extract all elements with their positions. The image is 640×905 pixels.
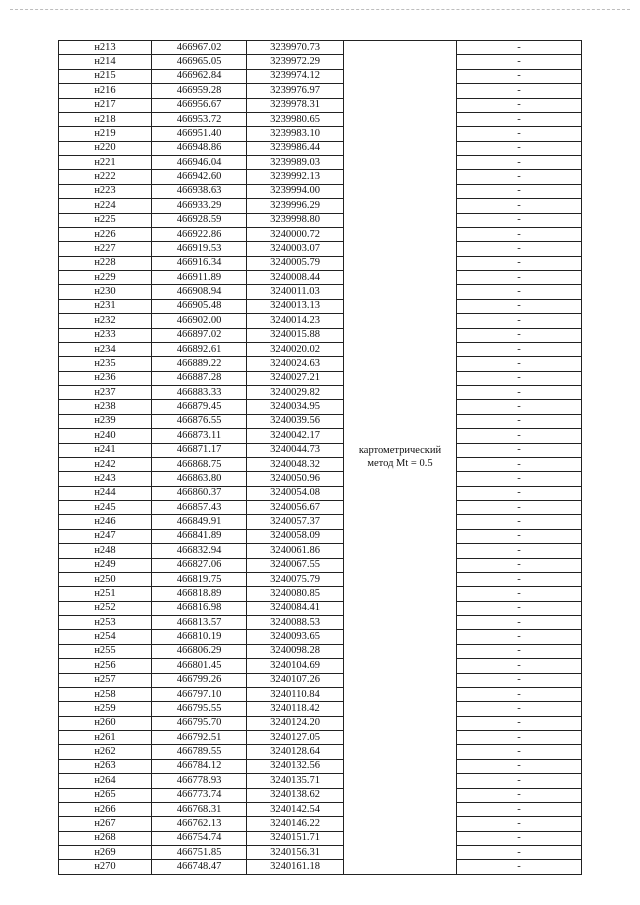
- y-coordinate-cell: 3240029.82: [247, 386, 344, 400]
- value-cell: -: [457, 716, 582, 730]
- x-coordinate-cell: 466818.89: [152, 587, 247, 601]
- x-coordinate-cell: 466797.10: [152, 687, 247, 701]
- point-cell: н215: [59, 69, 152, 83]
- y-coordinate-cell: 3240080.85: [247, 587, 344, 601]
- value-cell: -: [457, 256, 582, 270]
- x-coordinate-cell: 466889.22: [152, 357, 247, 371]
- value-cell: -: [457, 846, 582, 860]
- x-coordinate-cell: 466784.12: [152, 759, 247, 773]
- value-cell: -: [457, 659, 582, 673]
- y-coordinate-cell: 3240075.79: [247, 572, 344, 586]
- table-row: [59, 41, 582, 55]
- point-cell: н232: [59, 314, 152, 328]
- x-coordinate-cell: 466948.86: [152, 141, 247, 155]
- value-cell: -: [457, 558, 582, 572]
- x-coordinate-cell: 466908.94: [152, 285, 247, 299]
- x-coordinate-cell: 466795.70: [152, 716, 247, 730]
- value-cell: -: [457, 759, 582, 773]
- point-cell: н243: [59, 472, 152, 486]
- value-cell: -: [457, 817, 582, 831]
- y-coordinate-cell: 3240093.65: [247, 630, 344, 644]
- table-row: [59, 156, 582, 170]
- y-coordinate-cell: 3239970.73: [247, 41, 344, 55]
- table-row: [59, 745, 582, 759]
- x-coordinate-cell: 466863.80: [152, 472, 247, 486]
- point-cell: н234: [59, 342, 152, 356]
- x-coordinate-cell: 466754.74: [152, 831, 247, 845]
- x-coordinate-cell: 466938.63: [152, 184, 247, 198]
- point-cell: н229: [59, 271, 152, 285]
- point-cell: н233: [59, 328, 152, 342]
- point-cell: н254: [59, 630, 152, 644]
- method-label: картометрический метод Mt = 0.5: [358, 445, 442, 470]
- value-cell: -: [457, 156, 582, 170]
- x-coordinate-cell: 466810.19: [152, 630, 247, 644]
- point-cell: н230: [59, 285, 152, 299]
- value-cell: -: [457, 41, 582, 55]
- value-cell: -: [457, 141, 582, 155]
- value-cell: -: [457, 55, 582, 69]
- value-cell: -: [457, 69, 582, 83]
- table-row: [59, 457, 582, 471]
- x-coordinate-cell: 466762.13: [152, 817, 247, 831]
- value-cell: -: [457, 587, 582, 601]
- x-coordinate-cell: 466751.85: [152, 846, 247, 860]
- x-coordinate-cell: 466806.29: [152, 644, 247, 658]
- table-row: [59, 170, 582, 184]
- value-cell: -: [457, 227, 582, 241]
- point-cell: н268: [59, 831, 152, 845]
- y-coordinate-cell: 3240084.41: [247, 601, 344, 615]
- point-cell: н226: [59, 227, 152, 241]
- y-coordinate-cell: 3240061.86: [247, 544, 344, 558]
- x-coordinate-cell: 466816.98: [152, 601, 247, 615]
- y-coordinate-cell: 3240015.88: [247, 328, 344, 342]
- value-cell: -: [457, 702, 582, 716]
- y-coordinate-cell: 3240054.08: [247, 486, 344, 500]
- x-coordinate-cell: 466916.34: [152, 256, 247, 270]
- point-cell: н263: [59, 759, 152, 773]
- y-coordinate-cell: 3240110.84: [247, 687, 344, 701]
- y-coordinate-cell: 3240138.62: [247, 788, 344, 802]
- x-coordinate-cell: 466897.02: [152, 328, 247, 342]
- y-coordinate-cell: 3240146.22: [247, 817, 344, 831]
- table-row: [59, 659, 582, 673]
- table-row: [59, 558, 582, 572]
- table-row: [59, 184, 582, 198]
- x-coordinate-cell: 466799.26: [152, 673, 247, 687]
- point-cell: н261: [59, 731, 152, 745]
- table-row: [59, 386, 582, 400]
- point-cell: н249: [59, 558, 152, 572]
- value-cell: -: [457, 802, 582, 816]
- method-cell: [344, 41, 457, 875]
- y-coordinate-cell: 3239983.10: [247, 127, 344, 141]
- point-cell: н256: [59, 659, 152, 673]
- value-cell: -: [457, 572, 582, 586]
- value-cell: -: [457, 242, 582, 256]
- point-cell: н269: [59, 846, 152, 860]
- point-cell: н213: [59, 41, 152, 55]
- table-row: [59, 673, 582, 687]
- value-cell: -: [457, 213, 582, 227]
- table-row: [59, 687, 582, 701]
- table-row: [59, 199, 582, 213]
- x-coordinate-cell: 466795.55: [152, 702, 247, 716]
- x-coordinate-cell: 466778.93: [152, 774, 247, 788]
- point-cell: н214: [59, 55, 152, 69]
- table-row: [59, 429, 582, 443]
- table-row: [59, 529, 582, 543]
- point-cell: н265: [59, 788, 152, 802]
- value-cell: -: [457, 127, 582, 141]
- value-cell: -: [457, 544, 582, 558]
- value-cell: -: [457, 731, 582, 745]
- value-cell: -: [457, 386, 582, 400]
- x-coordinate-cell: 466792.51: [152, 731, 247, 745]
- x-coordinate-cell: 466959.28: [152, 84, 247, 98]
- point-cell: н252: [59, 601, 152, 615]
- point-cell: н260: [59, 716, 152, 730]
- table-row: [59, 112, 582, 126]
- value-cell: -: [457, 84, 582, 98]
- table-row: [59, 831, 582, 845]
- y-coordinate-cell: 3240050.96: [247, 472, 344, 486]
- x-coordinate-cell: 466965.05: [152, 55, 247, 69]
- table-row: [59, 486, 582, 500]
- y-coordinate-cell: 3239978.31: [247, 98, 344, 112]
- x-coordinate-cell: 466911.89: [152, 271, 247, 285]
- x-coordinate-cell: 466849.91: [152, 515, 247, 529]
- x-coordinate-cell: 466876.55: [152, 414, 247, 428]
- y-coordinate-cell: 3240057.37: [247, 515, 344, 529]
- x-coordinate-cell: 466801.45: [152, 659, 247, 673]
- point-cell: н222: [59, 170, 152, 184]
- table-row: [59, 501, 582, 515]
- table-row: [59, 213, 582, 227]
- x-coordinate-cell: 466933.29: [152, 199, 247, 213]
- value-cell: -: [457, 529, 582, 543]
- value-cell: -: [457, 443, 582, 457]
- table-row: [59, 328, 582, 342]
- x-coordinate-cell: 466841.89: [152, 529, 247, 543]
- x-coordinate-cell: 466946.04: [152, 156, 247, 170]
- x-coordinate-cell: 466905.48: [152, 299, 247, 313]
- table-row: [59, 817, 582, 831]
- table-row: [59, 141, 582, 155]
- y-coordinate-cell: 3240128.64: [247, 745, 344, 759]
- point-cell: н235: [59, 357, 152, 371]
- x-coordinate-cell: 466813.57: [152, 616, 247, 630]
- point-cell: н262: [59, 745, 152, 759]
- x-coordinate-cell: 466827.06: [152, 558, 247, 572]
- point-cell: н239: [59, 414, 152, 428]
- x-coordinate-cell: 466902.00: [152, 314, 247, 328]
- y-coordinate-cell: 3240161.18: [247, 860, 344, 874]
- x-coordinate-cell: 466953.72: [152, 112, 247, 126]
- value-cell: -: [457, 601, 582, 615]
- x-coordinate-cell: 466956.67: [152, 98, 247, 112]
- point-cell: н225: [59, 213, 152, 227]
- point-cell: н221: [59, 156, 152, 170]
- point-cell: н236: [59, 371, 152, 385]
- point-cell: н253: [59, 616, 152, 630]
- table-row: [59, 788, 582, 802]
- x-coordinate-cell: 466967.02: [152, 41, 247, 55]
- table-row: [59, 271, 582, 285]
- value-cell: -: [457, 630, 582, 644]
- y-coordinate-cell: 3240039.56: [247, 414, 344, 428]
- table-row: [59, 846, 582, 860]
- table-row: [59, 472, 582, 486]
- point-cell: н250: [59, 572, 152, 586]
- x-coordinate-cell: 466873.11: [152, 429, 247, 443]
- value-cell: -: [457, 515, 582, 529]
- y-coordinate-cell: 3239992.13: [247, 170, 344, 184]
- table-row: [59, 802, 582, 816]
- y-coordinate-cell: 3240124.20: [247, 716, 344, 730]
- x-coordinate-cell: 466879.45: [152, 400, 247, 414]
- table-row: [59, 443, 582, 457]
- x-coordinate-cell: 466942.60: [152, 170, 247, 184]
- value-cell: -: [457, 745, 582, 759]
- table-row: [59, 256, 582, 270]
- x-coordinate-cell: 466819.75: [152, 572, 247, 586]
- y-coordinate-cell: 3239980.65: [247, 112, 344, 126]
- x-coordinate-cell: 466919.53: [152, 242, 247, 256]
- x-coordinate-cell: 466928.59: [152, 213, 247, 227]
- point-cell: н223: [59, 184, 152, 198]
- x-coordinate-cell: 466860.37: [152, 486, 247, 500]
- value-cell: -: [457, 271, 582, 285]
- x-coordinate-cell: 466883.33: [152, 386, 247, 400]
- table-row: [59, 98, 582, 112]
- table-row: [59, 69, 582, 83]
- value-cell: -: [457, 314, 582, 328]
- value-cell: -: [457, 501, 582, 515]
- value-cell: -: [457, 673, 582, 687]
- table-row: [59, 299, 582, 313]
- y-coordinate-cell: 3240034.95: [247, 400, 344, 414]
- y-coordinate-cell: 3240107.26: [247, 673, 344, 687]
- y-coordinate-cell: 3240098.28: [247, 644, 344, 658]
- table-row: [59, 587, 582, 601]
- coordinates-table: [58, 40, 582, 875]
- value-cell: -: [457, 371, 582, 385]
- table-row: [59, 544, 582, 558]
- value-cell: -: [457, 199, 582, 213]
- y-coordinate-cell: 3240011.03: [247, 285, 344, 299]
- y-coordinate-cell: 3240008.44: [247, 271, 344, 285]
- point-cell: н267: [59, 817, 152, 831]
- y-coordinate-cell: 3239974.12: [247, 69, 344, 83]
- table-row: [59, 342, 582, 356]
- x-coordinate-cell: 466857.43: [152, 501, 247, 515]
- table-row: [59, 702, 582, 716]
- point-cell: н240: [59, 429, 152, 443]
- x-coordinate-cell: 466922.86: [152, 227, 247, 241]
- value-cell: -: [457, 687, 582, 701]
- table-row: [59, 414, 582, 428]
- x-coordinate-cell: 466768.31: [152, 802, 247, 816]
- value-cell: -: [457, 299, 582, 313]
- y-coordinate-cell: 3240003.07: [247, 242, 344, 256]
- y-coordinate-cell: 3240135.71: [247, 774, 344, 788]
- table-row: [59, 314, 582, 328]
- value-cell: -: [457, 429, 582, 443]
- point-cell: н241: [59, 443, 152, 457]
- value-cell: -: [457, 774, 582, 788]
- point-cell: н258: [59, 687, 152, 701]
- value-cell: -: [457, 788, 582, 802]
- y-coordinate-cell: 3240014.23: [247, 314, 344, 328]
- table-row: [59, 860, 582, 874]
- point-cell: н259: [59, 702, 152, 716]
- table-row: [59, 371, 582, 385]
- y-coordinate-cell: 3240044.73: [247, 443, 344, 457]
- x-coordinate-cell: 466951.40: [152, 127, 247, 141]
- point-cell: н248: [59, 544, 152, 558]
- point-cell: н218: [59, 112, 152, 126]
- table-row: [59, 716, 582, 730]
- table-row: [59, 84, 582, 98]
- value-cell: -: [457, 98, 582, 112]
- y-coordinate-cell: 3239976.97: [247, 84, 344, 98]
- y-coordinate-cell: 3240020.02: [247, 342, 344, 356]
- y-coordinate-cell: 3239998.80: [247, 213, 344, 227]
- table-row: [59, 515, 582, 529]
- table-row: [59, 601, 582, 615]
- y-coordinate-cell: 3240088.53: [247, 616, 344, 630]
- value-cell: -: [457, 342, 582, 356]
- value-cell: -: [457, 831, 582, 845]
- point-cell: н242: [59, 457, 152, 471]
- x-coordinate-cell: 466773.74: [152, 788, 247, 802]
- value-cell: -: [457, 486, 582, 500]
- table-row: [59, 357, 582, 371]
- value-cell: -: [457, 112, 582, 126]
- table-row: [59, 400, 582, 414]
- table-row: [59, 285, 582, 299]
- y-coordinate-cell: 3240067.55: [247, 558, 344, 572]
- y-coordinate-cell: 3240048.32: [247, 457, 344, 471]
- value-cell: -: [457, 170, 582, 184]
- table-row: [59, 55, 582, 69]
- x-coordinate-cell: 466868.75: [152, 457, 247, 471]
- point-cell: н217: [59, 98, 152, 112]
- x-coordinate-cell: 466962.84: [152, 69, 247, 83]
- point-cell: н228: [59, 256, 152, 270]
- y-coordinate-cell: 3240127.05: [247, 731, 344, 745]
- point-cell: н270: [59, 860, 152, 874]
- y-coordinate-cell: 3240118.42: [247, 702, 344, 716]
- table-row: [59, 616, 582, 630]
- point-cell: н220: [59, 141, 152, 155]
- table-row: [59, 644, 582, 658]
- point-cell: н255: [59, 644, 152, 658]
- value-cell: -: [457, 457, 582, 471]
- y-coordinate-cell: 3240151.71: [247, 831, 344, 845]
- x-coordinate-cell: 466832.94: [152, 544, 247, 558]
- y-coordinate-cell: 3240000.72: [247, 227, 344, 241]
- table-row: [59, 630, 582, 644]
- value-cell: -: [457, 357, 582, 371]
- point-cell: н237: [59, 386, 152, 400]
- point-cell: н247: [59, 529, 152, 543]
- point-cell: н219: [59, 127, 152, 141]
- table-row: [59, 572, 582, 586]
- point-cell: н216: [59, 84, 152, 98]
- value-cell: -: [457, 644, 582, 658]
- y-coordinate-cell: 3240058.09: [247, 529, 344, 543]
- y-coordinate-cell: 3239994.00: [247, 184, 344, 198]
- y-coordinate-cell: 3240156.31: [247, 846, 344, 860]
- point-cell: н266: [59, 802, 152, 816]
- point-cell: н251: [59, 587, 152, 601]
- table-row: [59, 127, 582, 141]
- table-row: [59, 731, 582, 745]
- y-coordinate-cell: 3240027.21: [247, 371, 344, 385]
- value-cell: -: [457, 414, 582, 428]
- point-cell: н231: [59, 299, 152, 313]
- point-cell: н246: [59, 515, 152, 529]
- value-cell: -: [457, 328, 582, 342]
- value-cell: -: [457, 472, 582, 486]
- table-row: [59, 227, 582, 241]
- y-coordinate-cell: 3240142.54: [247, 802, 344, 816]
- value-cell: -: [457, 184, 582, 198]
- point-cell: н257: [59, 673, 152, 687]
- table-row: [59, 774, 582, 788]
- point-cell: н245: [59, 501, 152, 515]
- table-row: [59, 759, 582, 773]
- value-cell: -: [457, 616, 582, 630]
- value-cell: -: [457, 285, 582, 299]
- y-coordinate-cell: 3240104.69: [247, 659, 344, 673]
- y-coordinate-cell: 3240024.63: [247, 357, 344, 371]
- y-coordinate-cell: 3240013.13: [247, 299, 344, 313]
- page-top-dashed-line: [10, 9, 630, 10]
- x-coordinate-cell: 466887.28: [152, 371, 247, 385]
- point-cell: н244: [59, 486, 152, 500]
- point-cell: н227: [59, 242, 152, 256]
- value-cell: -: [457, 860, 582, 874]
- y-coordinate-cell: 3239986.44: [247, 141, 344, 155]
- coordinates-table-body: [59, 41, 582, 875]
- point-cell: н224: [59, 199, 152, 213]
- point-cell: н238: [59, 400, 152, 414]
- y-coordinate-cell: 3240005.79: [247, 256, 344, 270]
- y-coordinate-cell: 3239989.03: [247, 156, 344, 170]
- y-coordinate-cell: 3239972.29: [247, 55, 344, 69]
- x-coordinate-cell: 466871.17: [152, 443, 247, 457]
- y-coordinate-cell: 3239996.29: [247, 199, 344, 213]
- value-cell: -: [457, 400, 582, 414]
- x-coordinate-cell: 466748.47: [152, 860, 247, 874]
- x-coordinate-cell: 466789.55: [152, 745, 247, 759]
- point-cell: н264: [59, 774, 152, 788]
- y-coordinate-cell: 3240132.56: [247, 759, 344, 773]
- y-coordinate-cell: 3240056.67: [247, 501, 344, 515]
- y-coordinate-cell: 3240042.17: [247, 429, 344, 443]
- x-coordinate-cell: 466892.61: [152, 342, 247, 356]
- table-row: [59, 242, 582, 256]
